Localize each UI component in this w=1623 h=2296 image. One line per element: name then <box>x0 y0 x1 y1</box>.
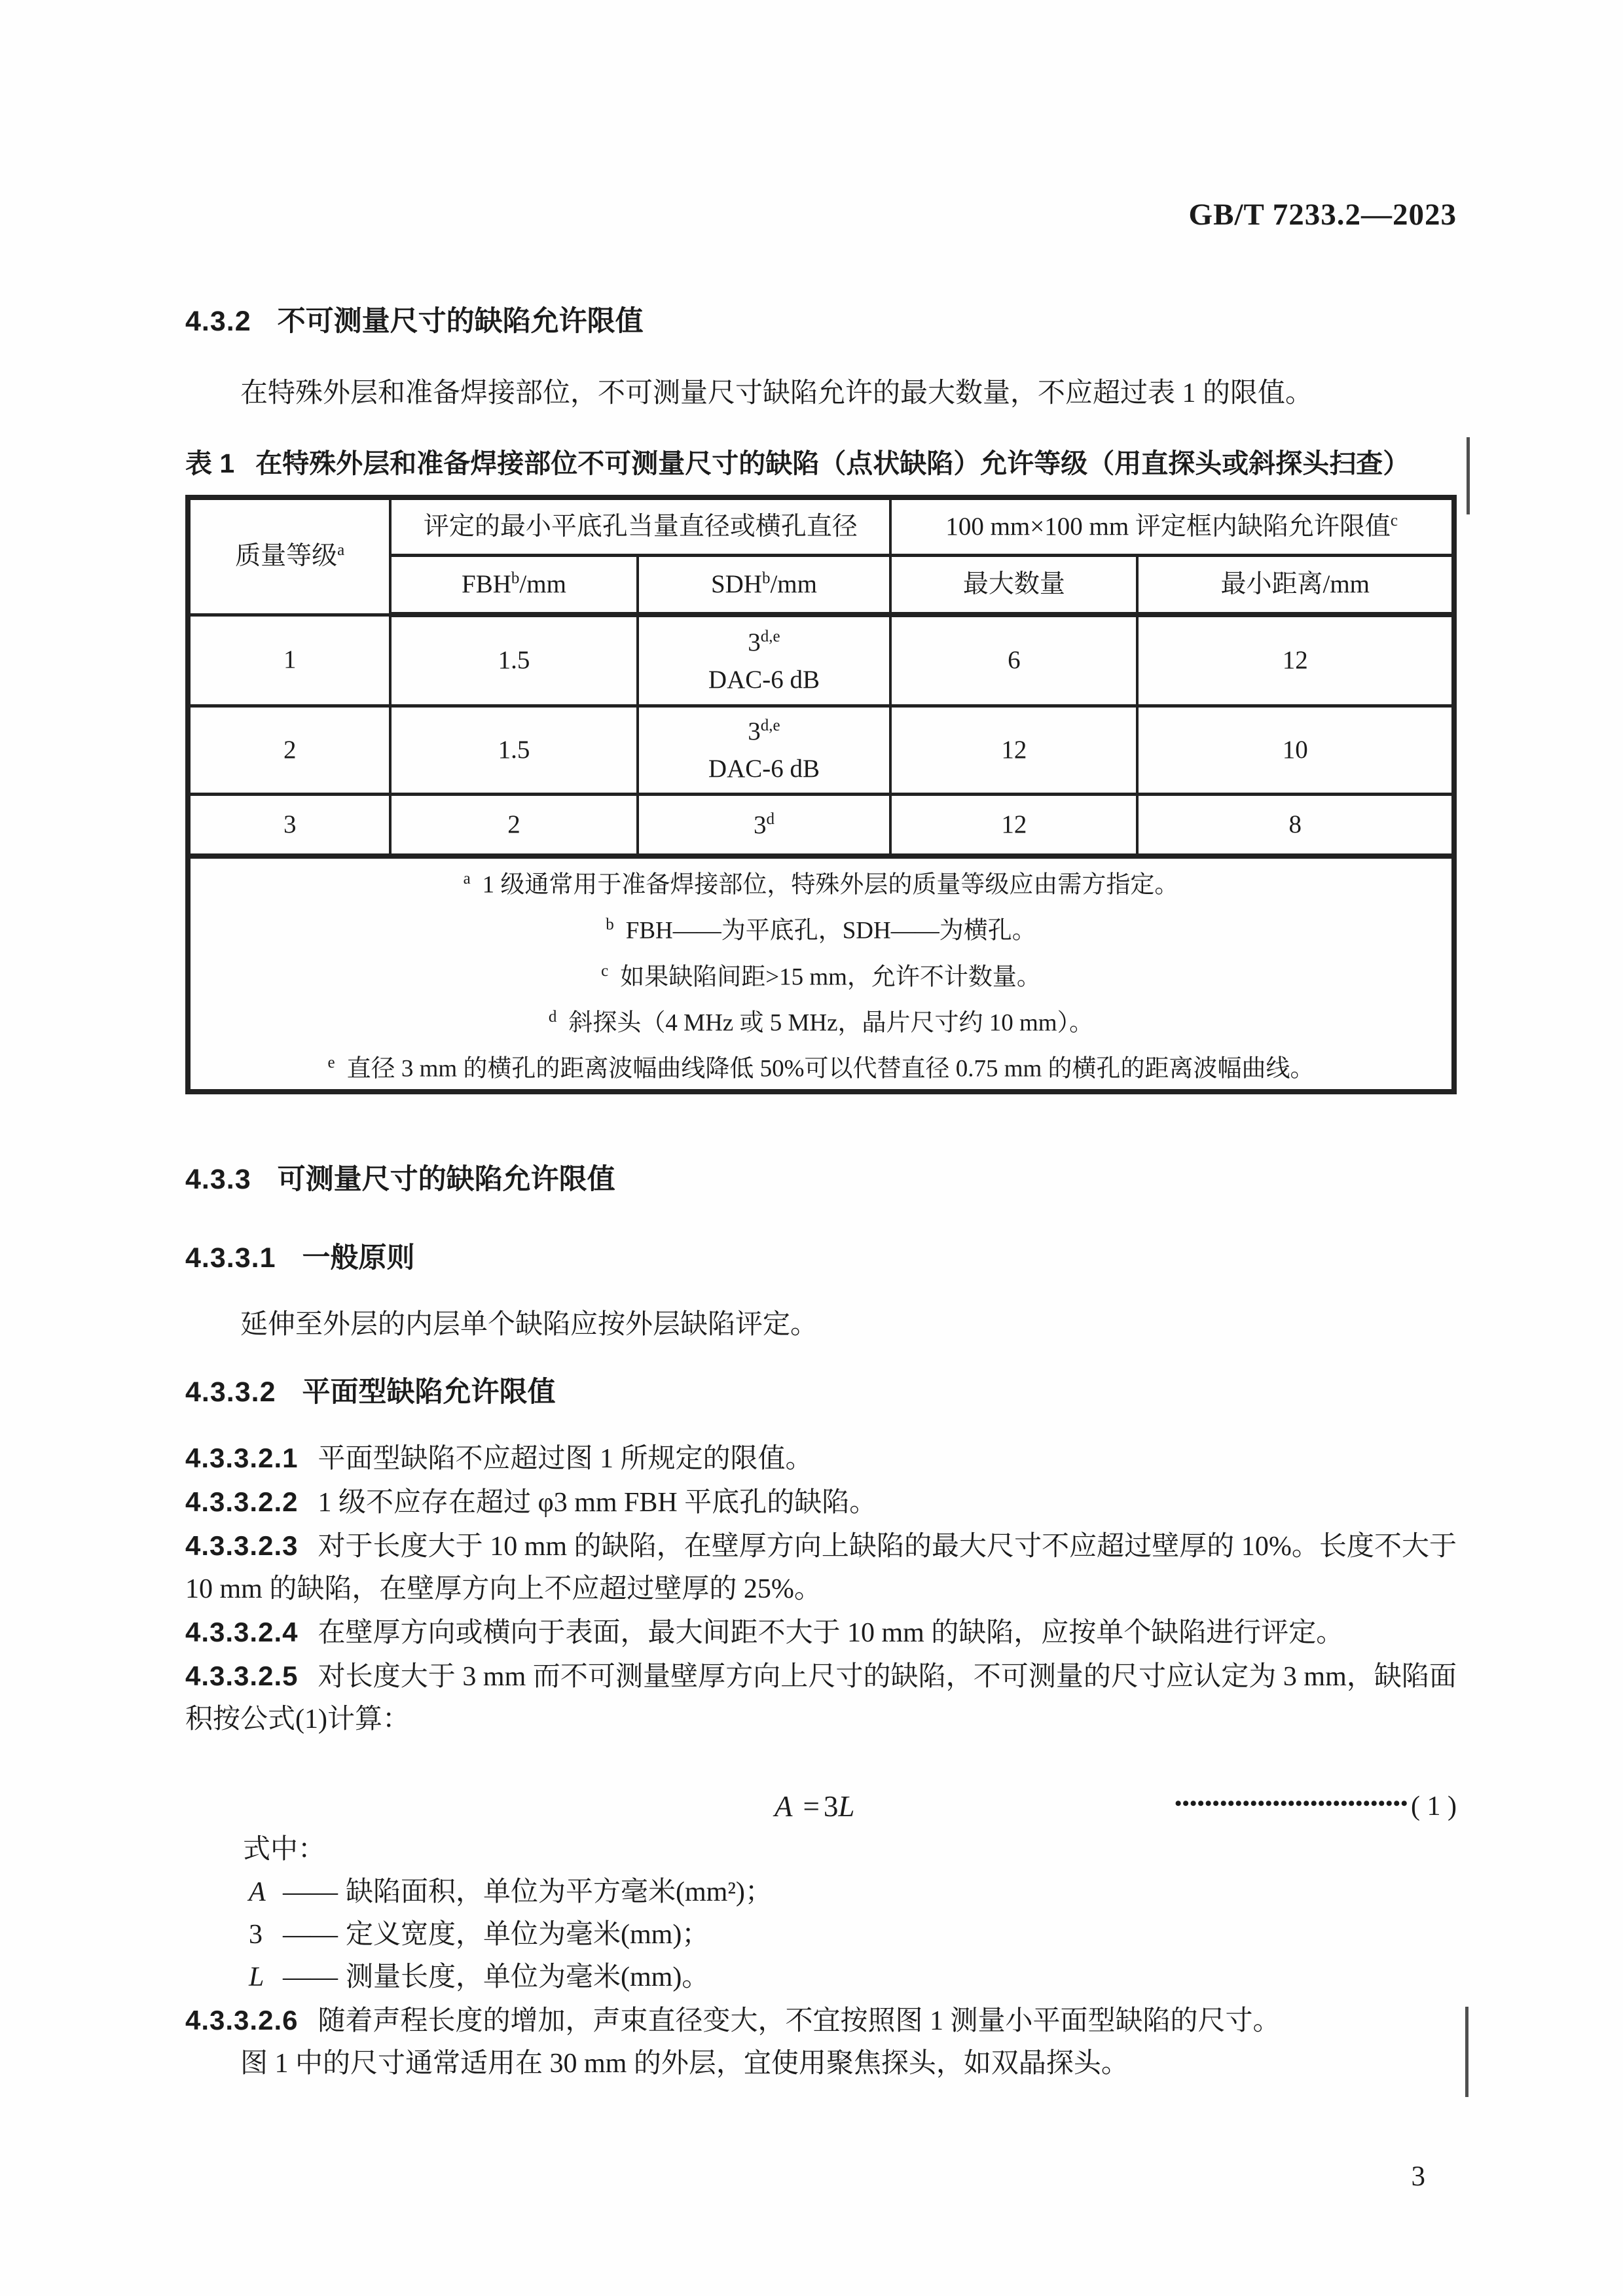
formula-leader <box>1175 1789 1457 1823</box>
cell-fbh: 2 <box>390 795 637 857</box>
grade-superscript: a <box>337 541 345 560</box>
change-bar <box>1465 2007 1468 2097</box>
table1-caption-label: 表 1 <box>185 448 235 478</box>
clause-number: 4.3.3.2.1 <box>185 1442 299 1473</box>
section-heading-4-3-3-2 <box>185 1375 1457 1409</box>
clause-4-3-3-2-4 <box>185 1611 1457 1655</box>
definition-dash: —— <box>283 1962 338 1992</box>
section-title: 不可测量尺寸的缺陷允许限值 <box>277 306 644 337</box>
cell-min-distance: 8 <box>1137 795 1454 857</box>
fbh-label: FBH <box>462 570 511 599</box>
definition-text: 定义宽度，单位为毫米(mm)； <box>346 1919 710 1950</box>
cell-grade: 1 <box>188 615 390 706</box>
definition-symbol: L <box>249 1962 264 1992</box>
clause-number: 4.3.3.2.6 <box>185 2004 299 2036</box>
section-heading-4-3-3-1 <box>185 1241 1457 1275</box>
section-heading-4-3-3 <box>185 1162 1457 1196</box>
clause-number: 4.3.3.2.3 <box>185 1530 299 1561</box>
table-note <box>191 997 1451 1043</box>
table-row <box>188 615 1454 706</box>
clause-4-3-3-2-2 <box>185 1480 1457 1524</box>
table-note <box>191 905 1451 950</box>
note-text: 1 级通常用于准备焊接部位，特殊外层的质量等级应由需方指定。 <box>482 871 1179 899</box>
cell-max-count: 12 <box>890 795 1137 857</box>
equals-sign: = <box>803 1789 820 1823</box>
leader-dots: ••••••••••••••••••••••••••••••• <box>1175 1792 1409 1814</box>
note-text: 斜探头（4 MHz 或 5 MHz，晶片尺寸约 10 mm）。 <box>568 1009 1094 1037</box>
definition-dash: —— <box>283 1919 338 1950</box>
clause-text: 随着声程长度的增加，声束直径变大，不宜按照图 1 测量小平面型缺陷的尺寸。 <box>318 2005 1281 2036</box>
header-cell-sdh <box>638 556 891 615</box>
header-cell-max-count: 最大数量 <box>890 556 1137 615</box>
cell-grade: 2 <box>188 706 390 795</box>
sdh-value: 3 <box>748 628 761 656</box>
clause-number: 4.3.3.2.5 <box>185 1660 299 1691</box>
clause-4-3-3-2-3 <box>185 1524 1457 1611</box>
formula-coefficient: 3 <box>823 1789 839 1823</box>
section-number: 4.3.3.1 <box>185 1242 276 1274</box>
page-content <box>185 0 1457 2085</box>
definition-symbol: A <box>249 1876 266 1907</box>
definition-item <box>249 1871 1457 1914</box>
header-cell-grade <box>188 497 390 615</box>
table-note <box>191 859 1451 905</box>
cell-fbh: 1.5 <box>390 615 637 706</box>
note-superscript: e <box>327 1054 335 1072</box>
table-row <box>188 795 1454 857</box>
sdh-dac-line: DAC-6 dB <box>708 755 820 783</box>
sdh-value: 3 <box>748 717 761 746</box>
formula-expression <box>775 1789 854 1823</box>
clause-text: 对于长度大于 10 mm 的缺陷，在壁厚方向上缺陷的最大尺寸不应超过壁厚的 10%。长度不大于 10 mm 的缺陷，在壁厚方向上不应超过壁厚的 25%。 <box>185 1531 1457 1604</box>
section-title: 平面型缺陷允许限值 <box>302 1376 556 1408</box>
change-bar <box>1467 437 1470 514</box>
note-text: 直径 3 mm 的横孔的距离波幅曲线降低 50%可以代替直径 0.75 mm 的横孔的距离波幅曲线。 <box>346 1055 1315 1083</box>
section-number: 4.3.3.2 <box>185 1376 276 1408</box>
sdh-note-superscript: d <box>766 810 775 828</box>
definition-text: 缺陷面积，单位为平方毫米(mm²)； <box>346 1876 773 1907</box>
cell-min-distance: 12 <box>1137 615 1454 706</box>
note-superscript: c <box>601 961 609 980</box>
section-number: 4.3.3 <box>185 1163 251 1195</box>
table-note <box>191 951 1451 997</box>
cell-sdh <box>638 615 891 706</box>
sdh-superscript: b <box>761 569 771 588</box>
cell-sdh <box>638 795 891 857</box>
clause-text: 在壁厚方向或横向于表面，最大间距不大于 10 mm 的缺陷，应按单个缺陷进行评定。 <box>318 1617 1344 1648</box>
grade-label: 质量等级 <box>235 542 338 571</box>
clause-4-3-3-2-5 <box>185 1655 1457 1741</box>
formula-number: ( 1 ) <box>1411 1791 1457 1821</box>
note-text: FBH——为平底孔，SDH——为横孔。 <box>625 917 1036 944</box>
fbh-unit: /mm <box>519 570 566 599</box>
clause-4-3-3-2-6 <box>185 1999 1457 2043</box>
page-number: 3 <box>1411 2161 1425 2192</box>
formula-var-l: L <box>838 1789 855 1823</box>
header-cell-hole-group <box>390 497 890 556</box>
table-row <box>188 706 1454 795</box>
frame-group-superscript: c <box>1390 512 1398 530</box>
section-title: 可测量尺寸的缺陷允许限值 <box>277 1163 615 1195</box>
fbh-superscript: b <box>511 569 520 588</box>
sdh-unit: /mm <box>770 570 817 599</box>
paragraph-4-3-2: 在特殊外层和准备焊接部位，不可测量尺寸缺陷允许的最大数量，不应超过表 1 的限值。 <box>240 378 1313 408</box>
note-superscript: a <box>463 870 471 888</box>
definition-symbol: 3 <box>249 1919 263 1950</box>
sdh-value: 3 <box>753 810 767 839</box>
table1-caption <box>185 445 1457 482</box>
standard-code: GB/T 7233.2—2023 <box>1188 198 1457 232</box>
cell-sdh <box>638 706 891 795</box>
clause-4-3-3-2-1 <box>185 1437 1457 1480</box>
cell-min-distance: 10 <box>1137 706 1454 795</box>
clause-text: 平面型缺陷不应超过图 1 所规定的限值。 <box>318 1443 813 1474</box>
paragraph-4-3-3-1: 延伸至外层的内层单个缺陷应按外层缺陷评定。 <box>240 1309 818 1340</box>
hole-group-label: 评定的最小平底孔当量直径或横孔直径 <box>423 512 858 541</box>
paragraph-4-3-3-2-6-continued: 图 1 中的尺寸通常适用在 30 mm 的外层，宜使用聚焦探头，如双晶探头。 <box>240 2048 1129 2079</box>
note-superscript: b <box>606 916 614 934</box>
clause-list <box>185 1437 1457 1741</box>
cell-max-count: 12 <box>890 706 1137 795</box>
section-number: 4.3.2 <box>185 306 251 337</box>
clause-text: 1 级不应存在超过 φ3 mm FBH 平底孔的缺陷。 <box>318 1487 877 1518</box>
definition-item <box>249 1914 1457 1956</box>
sdh-label: SDH <box>710 570 762 599</box>
definition-text: 测量长度，单位为毫米(mm)。 <box>346 1962 710 1992</box>
table1-notes-row <box>188 856 1454 1092</box>
definitions-intro: 式中： <box>243 1834 326 1865</box>
sdh-note-superscript: d,e <box>760 627 780 645</box>
cell-max-count: 6 <box>890 615 1137 706</box>
formula-var-a: A <box>775 1789 793 1823</box>
frame-group-label: 100 mm×100 mm 评定框内缺陷允许限值 <box>945 512 1391 541</box>
table1-header-row-1 <box>188 497 1454 556</box>
header-cell-fbh <box>390 556 637 615</box>
formula-1 <box>185 1789 1457 1823</box>
note-superscript: d <box>548 1007 557 1026</box>
table1-caption-text: 在特殊外层和准备焊接部位不可测量尺寸的缺陷（点状缺陷）允许等级（用直探头或斜探头扫查） <box>255 448 1410 478</box>
clause-text: 对长度大于 3 mm 而不可测量壁厚方向上尺寸的缺陷，不可测量的尺寸应认定为 3 mm，缺陷面积按公式(1)计算： <box>185 1661 1457 1734</box>
header-cell-frame-group <box>890 497 1454 556</box>
table1-notes-cell <box>188 856 1454 1092</box>
cell-grade: 3 <box>188 795 390 857</box>
cell-fbh: 1.5 <box>390 706 637 795</box>
section-title: 一般原则 <box>302 1242 415 1274</box>
sdh-note-superscript: d,e <box>760 717 780 735</box>
note-text: 如果缺陷间距>15 mm，允许不计数量。 <box>620 963 1041 990</box>
header-cell-min-distance: 最小距离/mm <box>1137 556 1454 615</box>
table-note <box>191 1043 1451 1088</box>
definition-item <box>249 1956 1457 1999</box>
clause-number: 4.3.3.2.4 <box>185 1616 299 1647</box>
table1 <box>185 495 1457 1094</box>
section-heading-4-3-2 <box>185 304 1457 338</box>
definition-dash: —— <box>283 1876 338 1907</box>
clause-number: 4.3.3.2.2 <box>185 1486 299 1517</box>
sdh-dac-line: DAC-6 dB <box>708 665 820 694</box>
